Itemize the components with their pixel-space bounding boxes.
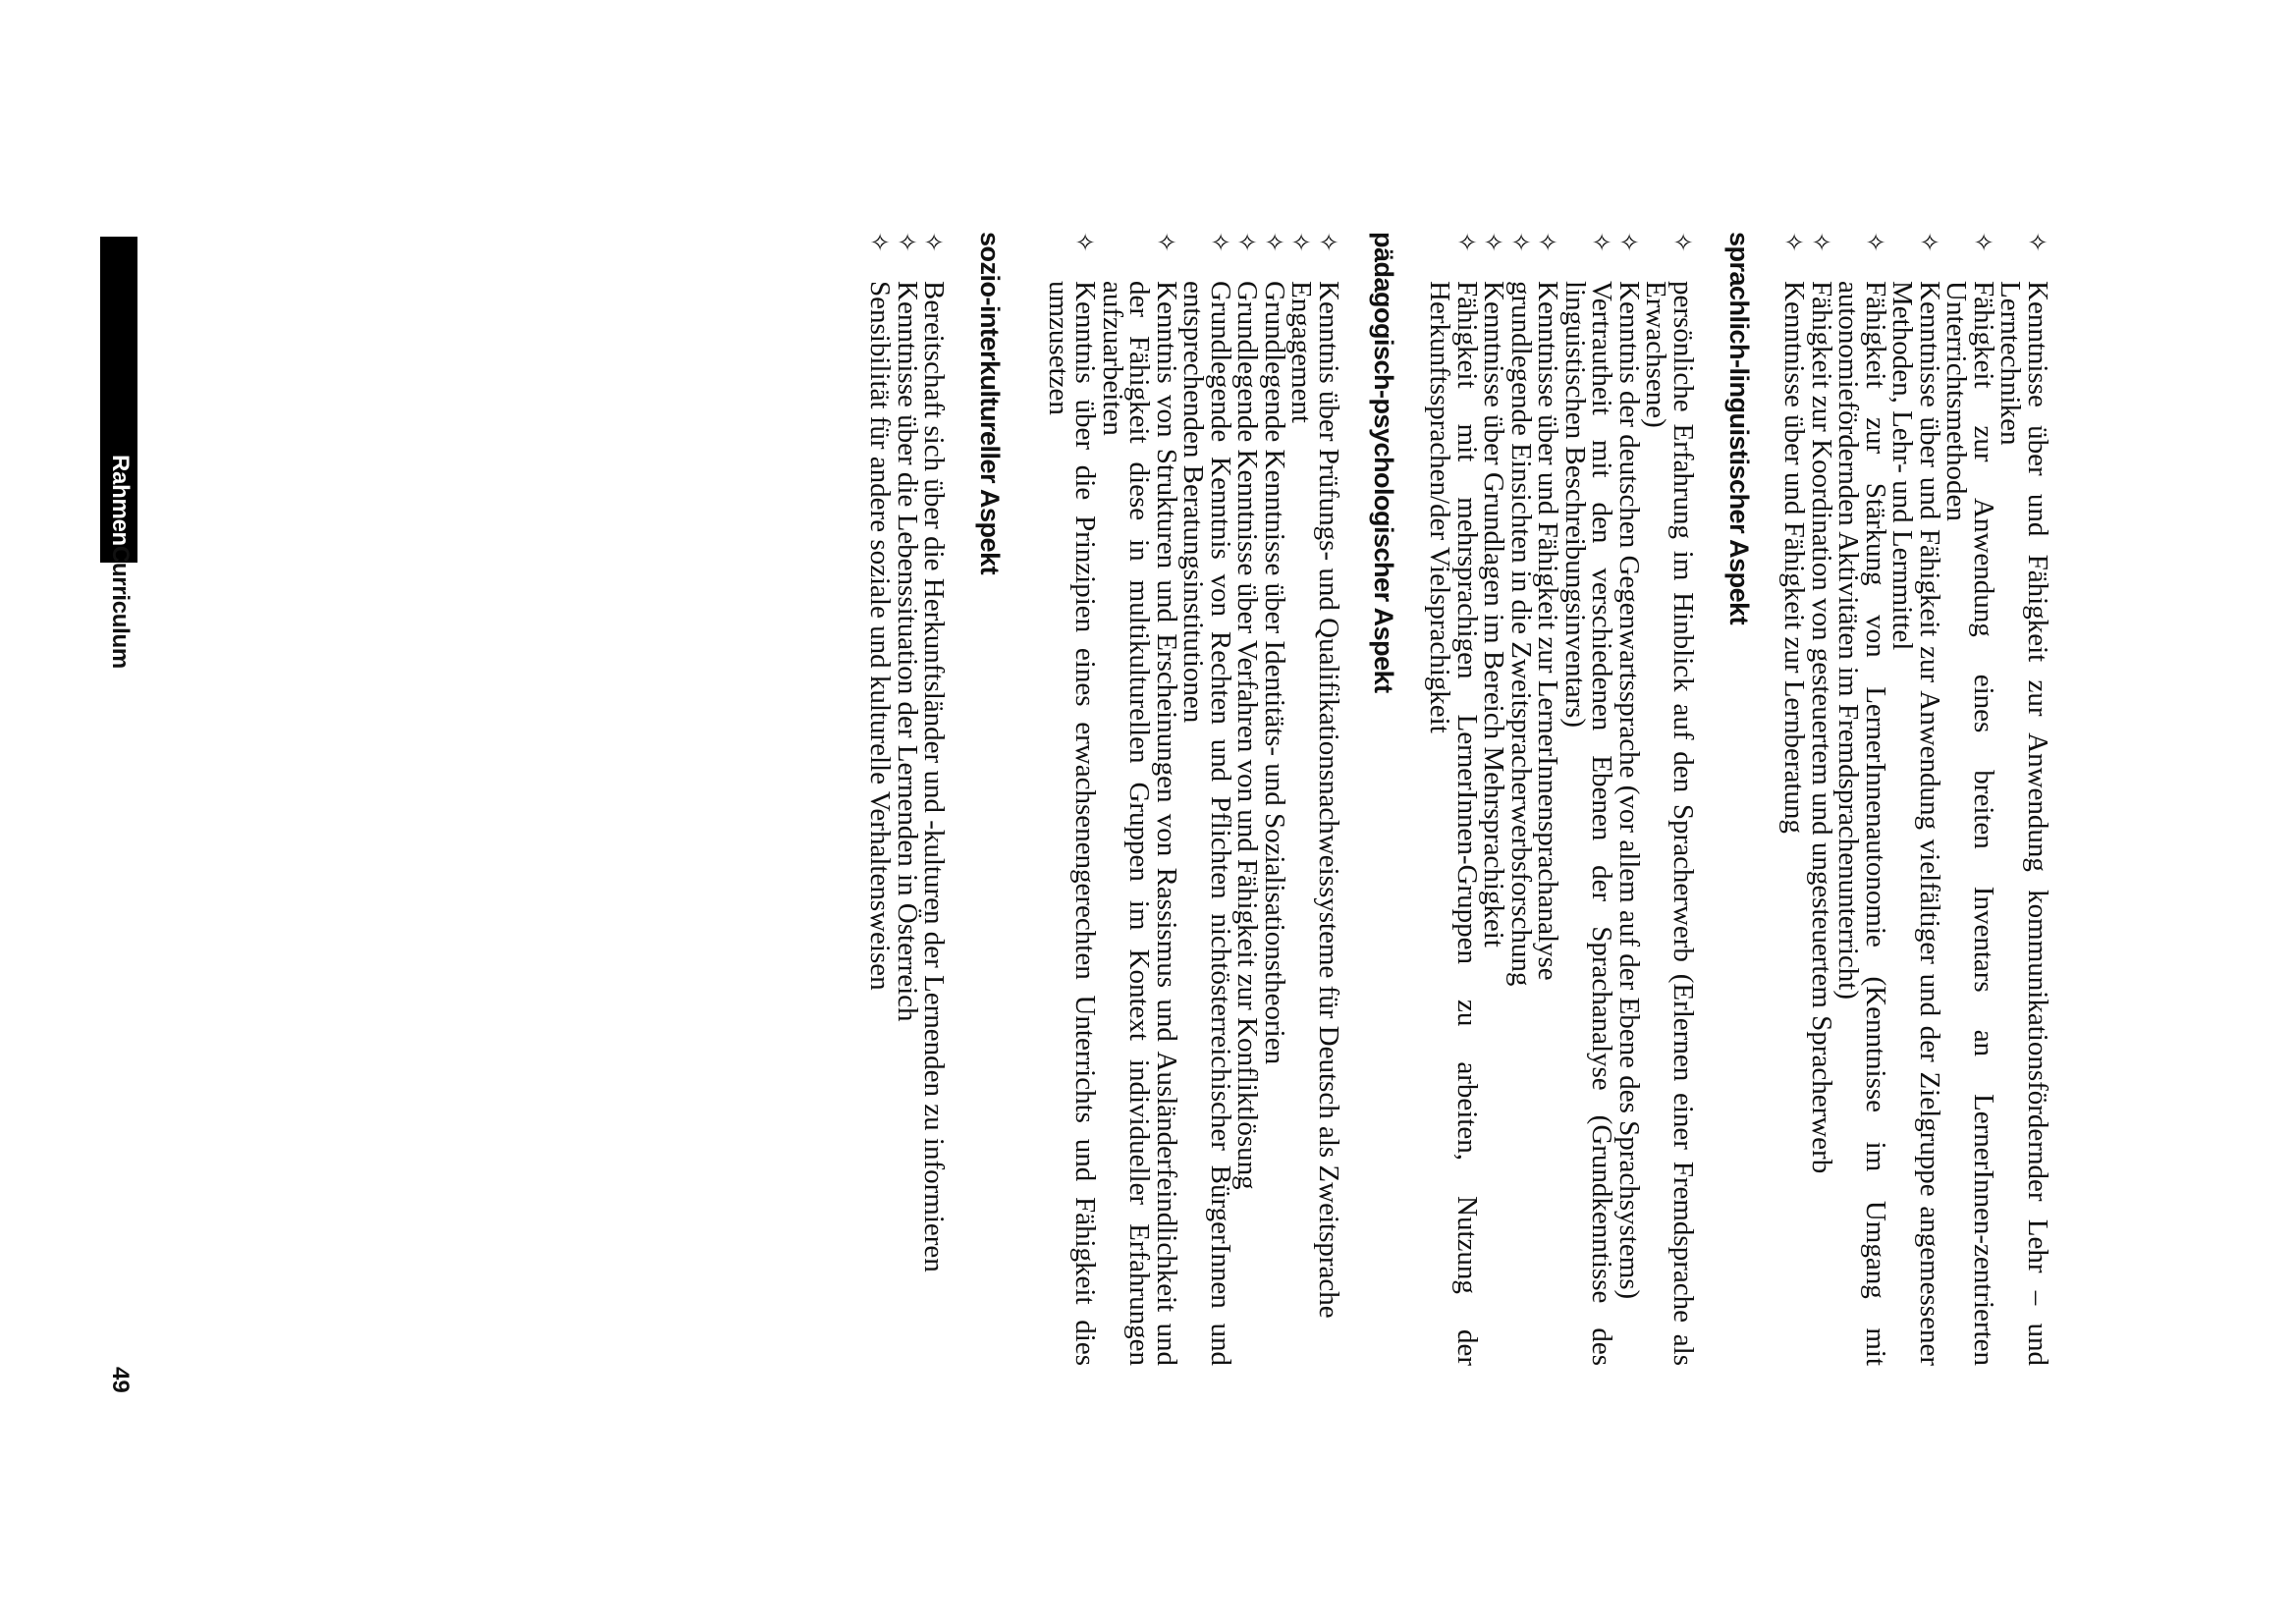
list-item: ✧ Kenntnisse über und Fähigkeit zur Anwendung kommunikationsfördernder Lehr – und Lerntechniken bbox=[1994, 232, 2053, 1366]
section-heading-pedagogical: pädagogisch-psychologischer Aspekt bbox=[1369, 232, 1398, 693]
bullet-icon: ✧ bbox=[1260, 232, 1288, 252]
bullet-icon: ✧ bbox=[1286, 232, 1316, 252]
list-item: ✧ Fähigkeit zur Stärkung von LernerInnenautonomie (Kenntnisse im Umgang mit autonomiefördernden Aktivitäten im Fremdsprachenunterricht) bbox=[1832, 232, 1891, 1366]
list-item: ✧ Sensibilität für andere soziale und kulturelle Verhaltensweisen bbox=[864, 232, 897, 991]
bullet-icon: ✧ bbox=[1807, 232, 1835, 252]
section-linguistic bbox=[1424, 232, 1699, 1366]
bullet-icon: ✧ bbox=[1861, 232, 1889, 252]
list-item: ✧ Kenntnis von Strukturen und Erscheinungen von Rassismus und Ausländerfeindlichkeit und der Fähigkeit diese in multikulturellen Gruppen im Kontext individueller Erfahrungen aufzuarbeiten bbox=[1097, 232, 1182, 1366]
list-item: ✧ Bereitschaft sich über die Herkunftsländer und -kulturen der Lernenden zu informieren bbox=[918, 232, 951, 1272]
list-item: ✧ Kenntnis über Prüfungs- und Qualifikationsnachweissysteme für Deutsch als Zweitsprache bbox=[1313, 232, 1344, 1319]
bullet-icon: ✧ bbox=[2023, 232, 2051, 252]
bullet-icon: ✧ bbox=[1479, 232, 1508, 252]
list-item: ✧ Kenntnis über die Prinzipien eines erwachsenengerechten Unterrichts und Fähigkeit dies umzusetzen bbox=[1043, 232, 1102, 1366]
bullet-icon: ✧ bbox=[1232, 232, 1262, 252]
list-item: ✧ persönliche Erfahrung im Hinblick auf den Spracherwerb (Erlernen einer Fremdsprache als Erwachsene) bbox=[1640, 232, 1699, 1366]
section-pedagogical bbox=[1045, 232, 1342, 1366]
bullet-icon: ✧ bbox=[1614, 232, 1643, 252]
list-item: ✧ Kenntnisse über und Fähigkeit zur Anwendung vielfältiger und der Zielgruppe angemessener Methoden, Lehr- und Lernmittel bbox=[1886, 232, 1945, 1366]
bullet-icon: ✧ bbox=[1452, 232, 1481, 252]
main-content bbox=[864, 232, 2053, 1366]
list-item: ✧ Engagement bbox=[1285, 232, 1318, 423]
bullet-icon: ✧ bbox=[1206, 232, 1234, 252]
list-item: ✧ Vertrautheit mit den verschiedenen Ebenen der Sprachanalyse (Grundkenntisse des linguistischen Beschreibungsinventars) bbox=[1559, 232, 1618, 1366]
bullet-icon: ✧ bbox=[1314, 232, 1342, 252]
footer-title: RahmenCurriculum bbox=[107, 455, 134, 669]
list-item: ✧ Kenntnisse über und Fähigkeit zur Lernberatung bbox=[1778, 232, 1811, 834]
list-item: ✧ Kenntnis der deutschen Gegenwartssprache (vor allem auf der Ebene des Sprachsystems) bbox=[1613, 232, 1645, 1300]
bullet-icon: ✧ bbox=[1779, 232, 1809, 252]
section-intercultural bbox=[864, 232, 951, 1366]
bullet-icon: ✧ bbox=[865, 232, 895, 252]
bullet-icon: ✧ bbox=[1915, 232, 1943, 252]
list-item: ✧ Fähigkeit zur Anwendung eines breiten Inventars an LernerInnen-zentrierten Unterrichtsmethoden bbox=[1940, 232, 1999, 1366]
section-heading-intercultural: sozio-interkultureller Aspekt bbox=[975, 232, 1006, 575]
list-item: ✧ Fähigkeit mit mehrsprachigen LernerInnen-Gruppen zu arbeiten, Nutzung der Herkunftssprachen/der Vielsprachigkeit bbox=[1424, 232, 1483, 1366]
bullet-icon: ✧ bbox=[893, 232, 921, 252]
bullet-icon: ✧ bbox=[1152, 232, 1180, 252]
bullet-icon: ✧ bbox=[1587, 232, 1616, 252]
bullet-icon: ✧ bbox=[1969, 232, 1997, 252]
page-footer bbox=[100, 0, 137, 1624]
page-number: 49 bbox=[107, 1367, 134, 1393]
bullet-icon: ✧ bbox=[1668, 232, 1697, 252]
section-methods bbox=[1778, 232, 2053, 1366]
list-item: ✧ Kenntnisse über Grundlagen im Bereich Mehrsprachigkeit bbox=[1478, 232, 1510, 947]
bullet-icon: ✧ bbox=[1506, 232, 1535, 252]
section-heading-linguistic: sprachlich-linguistischer Aspekt bbox=[1724, 232, 1754, 625]
list-item: ✧ Fähigkeit zur Koordination von gesteuertem und ungesteuertem Spracherwerb bbox=[1806, 232, 1837, 1174]
bullet-icon: ✧ bbox=[1070, 232, 1100, 252]
list-item: ✧ Grundlegende Kenntnisse über Identitäts- und Sozialisationstheorien bbox=[1259, 232, 1290, 1065]
list-item: ✧ Kenntnisse über die Lebenssituation der Lernenden in Österreich bbox=[892, 232, 923, 1022]
list-item: ✧ Grundlegende Kenntnisse über Verfahren von und Fähigkeit zur Konfliktlösung bbox=[1231, 232, 1264, 1190]
bullet-icon: ✧ bbox=[1533, 232, 1562, 252]
bullet-icon: ✧ bbox=[919, 232, 949, 252]
list-item: ✧ Grundlegende Kenntnis von Rechten und Pflichten nichtösterreichischer BürgerInnen und entsprechenden Beratungsinstitutionen bbox=[1177, 232, 1236, 1366]
list-item: ✧ Kenntnisse über und Fähigkeit zur LernerInnensprachanalyse bbox=[1532, 232, 1564, 981]
list-item: ✧ grundlegende Einsichten in die Zweitspracherwerbsforschung bbox=[1505, 232, 1537, 987]
